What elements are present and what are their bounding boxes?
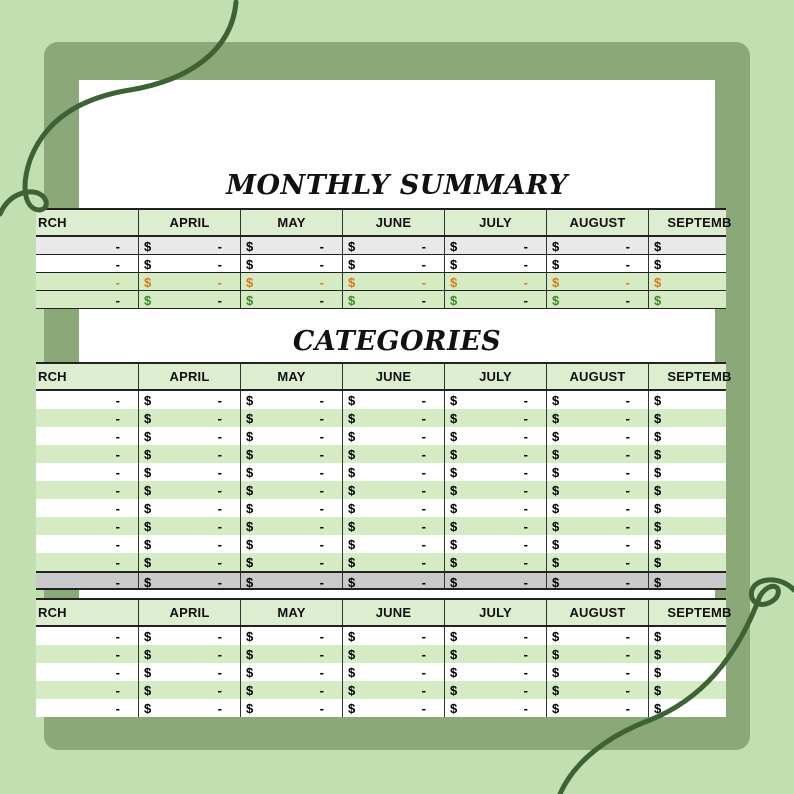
currency-symbol: $: [552, 465, 560, 480]
currency-symbol: $: [348, 447, 356, 462]
cell-value: -: [523, 239, 528, 254]
currency-symbol: $: [450, 701, 458, 716]
cell-value: -: [625, 393, 630, 408]
cell-value: -: [625, 701, 630, 716]
cell-value: -: [421, 701, 426, 716]
currency-symbol: $: [144, 275, 152, 290]
currency-symbol: $: [552, 411, 560, 426]
currency-symbol: $: [348, 575, 356, 590]
cell-value: -: [523, 683, 528, 698]
cell-value: -: [625, 537, 630, 552]
currency-symbol: $: [654, 293, 662, 308]
currency-symbol: $: [348, 665, 356, 680]
cell-value: -: [625, 683, 630, 698]
cell-value: -: [421, 257, 426, 272]
currency-symbol: $: [654, 501, 662, 516]
currency-symbol: $: [348, 483, 356, 498]
cell-value: -: [523, 501, 528, 516]
currency-symbol: $: [246, 275, 254, 290]
cell-value: -: [115, 411, 120, 426]
currency-symbol: $: [144, 555, 152, 570]
cell-value: -: [625, 519, 630, 534]
currency-symbol: $: [654, 647, 662, 662]
currency-symbol: $: [450, 537, 458, 552]
cell-value: -: [217, 293, 222, 308]
cell-value: -: [421, 537, 426, 552]
currency-symbol: $: [552, 239, 560, 254]
currency-symbol: $: [246, 465, 254, 480]
cell-value: -: [115, 293, 120, 308]
currency-symbol: $: [348, 239, 356, 254]
cell-value: -: [319, 519, 324, 534]
currency-symbol: $: [246, 683, 254, 698]
currency-symbol: $: [654, 537, 662, 552]
cell-value: -: [319, 683, 324, 698]
cell-value: -: [319, 483, 324, 498]
cell-value: -: [115, 647, 120, 662]
cell-value: -: [421, 293, 426, 308]
currency-symbol: $: [348, 393, 356, 408]
cell-value: -: [217, 275, 222, 290]
currency-symbol: $: [246, 483, 254, 498]
month-header-cell[interactable]: SEPTEMB: [648, 210, 750, 235]
month-header-cell[interactable]: JUNE: [342, 364, 444, 389]
cell-value: -: [319, 555, 324, 570]
cell-value: -: [217, 575, 222, 590]
month-header-cell[interactable]: APRIL: [138, 600, 240, 625]
cell-value: -: [319, 501, 324, 516]
currency-symbol: $: [144, 447, 152, 462]
currency-symbol: $: [348, 555, 356, 570]
cell-value: -: [217, 647, 222, 662]
month-header-cell[interactable]: JULY: [444, 210, 546, 235]
month-header-cell[interactable]: RCH: [38, 369, 67, 384]
currency-symbol: $: [654, 393, 662, 408]
cell-value: -: [625, 293, 630, 308]
cell-value: -: [115, 429, 120, 444]
cell-value: -: [421, 575, 426, 590]
cell-value: -: [523, 519, 528, 534]
cell-value: -: [319, 629, 324, 644]
currency-symbol: $: [654, 519, 662, 534]
currency-symbol: $: [552, 447, 560, 462]
currency-symbol: $: [654, 683, 662, 698]
cell-value: -: [217, 555, 222, 570]
currency-symbol: $: [450, 629, 458, 644]
currency-symbol: $: [552, 429, 560, 444]
cell-value: -: [625, 501, 630, 516]
cell-value: -: [319, 239, 324, 254]
currency-symbol: $: [552, 393, 560, 408]
categories-title: CATEGORIES: [292, 326, 502, 357]
month-header-cell[interactable]: MAY: [240, 600, 342, 625]
currency-symbol: $: [348, 465, 356, 480]
currency-symbol: $: [654, 447, 662, 462]
currency-symbol: $: [348, 647, 356, 662]
cell-value: -: [319, 257, 324, 272]
cell-value: -: [217, 483, 222, 498]
currency-symbol: $: [246, 629, 254, 644]
currency-symbol: $: [144, 629, 152, 644]
cell-value: -: [421, 411, 426, 426]
currency-symbol: $: [654, 575, 662, 590]
currency-symbol: $: [348, 629, 356, 644]
cell-value: -: [523, 701, 528, 716]
currency-symbol: $: [450, 411, 458, 426]
currency-symbol: $: [552, 683, 560, 698]
currency-symbol: $: [450, 239, 458, 254]
cell-value: -: [625, 429, 630, 444]
currency-symbol: $: [450, 257, 458, 272]
currency-symbol: $: [450, 483, 458, 498]
currency-symbol: $: [246, 447, 254, 462]
currency-symbol: $: [654, 629, 662, 644]
cell-value: -: [115, 275, 120, 290]
currency-symbol: $: [246, 411, 254, 426]
cell-value: -: [625, 411, 630, 426]
cell-value: -: [217, 447, 222, 462]
month-header-cell[interactable]: MAY: [240, 364, 342, 389]
currency-symbol: $: [246, 537, 254, 552]
cell-value: -: [217, 429, 222, 444]
currency-symbol: $: [144, 239, 152, 254]
currency-symbol: $: [246, 429, 254, 444]
currency-symbol: $: [552, 701, 560, 716]
cell-value: -: [115, 465, 120, 480]
month-header-cell[interactable]: AUGUST: [546, 364, 648, 389]
month-header-cell[interactable]: SEPTEMB: [648, 364, 750, 389]
cell-value: -: [319, 411, 324, 426]
currency-symbol: $: [144, 537, 152, 552]
currency-symbol: $: [552, 257, 560, 272]
currency-symbol: $: [552, 665, 560, 680]
cell-value: -: [421, 629, 426, 644]
cell-value: -: [217, 257, 222, 272]
currency-symbol: $: [654, 665, 662, 680]
cell-value: -: [217, 665, 222, 680]
currency-symbol: $: [450, 555, 458, 570]
currency-symbol: $: [144, 519, 152, 534]
currency-symbol: $: [348, 275, 356, 290]
currency-symbol: $: [552, 555, 560, 570]
currency-symbol: $: [450, 519, 458, 534]
cell-value: -: [523, 257, 528, 272]
cell-value: -: [523, 575, 528, 590]
currency-symbol: $: [552, 647, 560, 662]
currency-symbol: $: [654, 465, 662, 480]
currency-symbol: $: [450, 575, 458, 590]
cell-value: -: [319, 701, 324, 716]
cell-value: -: [523, 275, 528, 290]
currency-symbol: $: [246, 393, 254, 408]
cell-value: -: [319, 537, 324, 552]
cell-value: -: [319, 665, 324, 680]
month-header-cell[interactable]: SEPTEMB: [648, 600, 750, 625]
currency-symbol: $: [144, 257, 152, 272]
currency-symbol: $: [144, 483, 152, 498]
cell-value: -: [625, 629, 630, 644]
currency-symbol: $: [348, 519, 356, 534]
cell-value: -: [115, 701, 120, 716]
cell-value: -: [523, 555, 528, 570]
cell-value: -: [115, 683, 120, 698]
currency-symbol: $: [348, 429, 356, 444]
vine-bottom-right-icon: [560, 580, 794, 794]
month-header-cell[interactable]: RCH: [38, 605, 67, 620]
cell-value: -: [217, 519, 222, 534]
cell-value: -: [217, 239, 222, 254]
currency-symbol: $: [450, 275, 458, 290]
currency-symbol: $: [144, 501, 152, 516]
currency-symbol: $: [348, 537, 356, 552]
cell-value: -: [115, 239, 120, 254]
currency-symbol: $: [144, 575, 152, 590]
cell-value: -: [523, 665, 528, 680]
cell-value: -: [115, 519, 120, 534]
cell-value: -: [319, 647, 324, 662]
cell-value: -: [421, 239, 426, 254]
currency-symbol: $: [348, 683, 356, 698]
monthly-summary-title: MONTHLY SUMMARY: [226, 170, 568, 201]
cell-value: -: [421, 447, 426, 462]
month-header-cell[interactable]: JULY: [444, 364, 546, 389]
cell-value: -: [421, 647, 426, 662]
currency-symbol: $: [552, 629, 560, 644]
currency-symbol: $: [450, 465, 458, 480]
currency-symbol: $: [348, 411, 356, 426]
cell-value: -: [421, 429, 426, 444]
cell-value: -: [115, 257, 120, 272]
currency-symbol: $: [450, 429, 458, 444]
cell-value: -: [115, 575, 120, 590]
cell-value: -: [115, 393, 120, 408]
cell-value: -: [523, 629, 528, 644]
currency-symbol: $: [144, 411, 152, 426]
currency-symbol: $: [348, 293, 356, 308]
currency-symbol: $: [552, 293, 560, 308]
cell-value: -: [625, 257, 630, 272]
cell-value: -: [421, 483, 426, 498]
currency-symbol: $: [144, 465, 152, 480]
cell-value: -: [523, 537, 528, 552]
currency-symbol: $: [144, 701, 152, 716]
cell-value: -: [217, 501, 222, 516]
currency-symbol: $: [144, 647, 152, 662]
cell-value: -: [523, 293, 528, 308]
currency-symbol: $: [246, 501, 254, 516]
currency-symbol: $: [450, 683, 458, 698]
cell-value: -: [217, 537, 222, 552]
currency-symbol: $: [654, 411, 662, 426]
currency-symbol: $: [450, 393, 458, 408]
currency-symbol: $: [348, 501, 356, 516]
cell-value: -: [421, 465, 426, 480]
currency-symbol: $: [246, 701, 254, 716]
cell-value: -: [319, 429, 324, 444]
currency-symbol: $: [246, 239, 254, 254]
cell-value: -: [523, 411, 528, 426]
currency-symbol: $: [144, 293, 152, 308]
cell-value: -: [625, 239, 630, 254]
cell-value: -: [319, 275, 324, 290]
currency-symbol: $: [450, 665, 458, 680]
month-header-cell[interactable]: JUNE: [342, 210, 444, 235]
currency-symbol: $: [654, 429, 662, 444]
cell-value: -: [319, 393, 324, 408]
cell-value: -: [217, 411, 222, 426]
month-header-cell[interactable]: MAY: [240, 210, 342, 235]
cell-value: -: [523, 429, 528, 444]
cell-value: -: [625, 575, 630, 590]
cell-value: -: [625, 275, 630, 290]
currency-symbol: $: [450, 447, 458, 462]
currency-symbol: $: [450, 293, 458, 308]
cell-value: -: [625, 483, 630, 498]
cell-value: -: [421, 501, 426, 516]
month-header-cell[interactable]: JULY: [444, 600, 546, 625]
currency-symbol: $: [654, 275, 662, 290]
cell-value: -: [421, 683, 426, 698]
vine-top-left-icon: [0, 2, 236, 214]
currency-symbol: $: [348, 257, 356, 272]
month-header-cell[interactable]: AUGUST: [546, 210, 648, 235]
cell-value: -: [625, 447, 630, 462]
cell-value: -: [625, 555, 630, 570]
cell-value: -: [421, 519, 426, 534]
cell-value: -: [115, 447, 120, 462]
currency-symbol: $: [144, 393, 152, 408]
cell-value: -: [625, 465, 630, 480]
currency-symbol: $: [552, 275, 560, 290]
cell-value: -: [625, 665, 630, 680]
cell-value: -: [217, 393, 222, 408]
currency-symbol: $: [246, 555, 254, 570]
currency-symbol: $: [144, 665, 152, 680]
currency-symbol: $: [552, 483, 560, 498]
cell-value: -: [217, 701, 222, 716]
currency-symbol: $: [654, 483, 662, 498]
cell-value: -: [523, 483, 528, 498]
currency-symbol: $: [348, 701, 356, 716]
cell-value: -: [115, 483, 120, 498]
currency-symbol: $: [246, 665, 254, 680]
cell-value: -: [421, 555, 426, 570]
currency-symbol: $: [246, 647, 254, 662]
cell-value: -: [217, 629, 222, 644]
currency-symbol: $: [144, 429, 152, 444]
currency-symbol: $: [450, 647, 458, 662]
cell-value: -: [625, 647, 630, 662]
currency-symbol: $: [246, 575, 254, 590]
month-header-cell[interactable]: RCH: [38, 215, 67, 230]
cell-value: -: [319, 447, 324, 462]
currency-symbol: $: [552, 501, 560, 516]
currency-symbol: $: [654, 239, 662, 254]
currency-symbol: $: [654, 701, 662, 716]
currency-symbol: $: [552, 519, 560, 534]
cell-value: -: [523, 647, 528, 662]
cell-value: -: [421, 275, 426, 290]
cell-value: -: [217, 683, 222, 698]
month-header-cell[interactable]: APRIL: [138, 210, 240, 235]
currency-symbol: $: [552, 537, 560, 552]
currency-symbol: $: [654, 257, 662, 272]
cell-value: -: [115, 555, 120, 570]
cell-value: -: [319, 293, 324, 308]
cell-value: -: [523, 447, 528, 462]
cell-value: -: [115, 665, 120, 680]
cell-value: -: [217, 465, 222, 480]
currency-symbol: $: [450, 501, 458, 516]
cell-value: -: [115, 501, 120, 516]
cell-value: -: [319, 575, 324, 590]
cell-value: -: [523, 393, 528, 408]
month-header-cell[interactable]: APRIL: [138, 364, 240, 389]
currency-symbol: $: [246, 293, 254, 308]
month-header-cell[interactable]: JUNE: [342, 600, 444, 625]
cell-value: -: [115, 629, 120, 644]
currency-symbol: $: [552, 575, 560, 590]
currency-symbol: $: [654, 555, 662, 570]
cell-value: -: [319, 465, 324, 480]
cell-value: -: [523, 465, 528, 480]
month-header-cell[interactable]: AUGUST: [546, 600, 648, 625]
cell-value: -: [115, 537, 120, 552]
currency-symbol: $: [246, 519, 254, 534]
currency-symbol: $: [144, 683, 152, 698]
currency-symbol: $: [246, 257, 254, 272]
cell-value: -: [421, 393, 426, 408]
cell-value: -: [421, 665, 426, 680]
